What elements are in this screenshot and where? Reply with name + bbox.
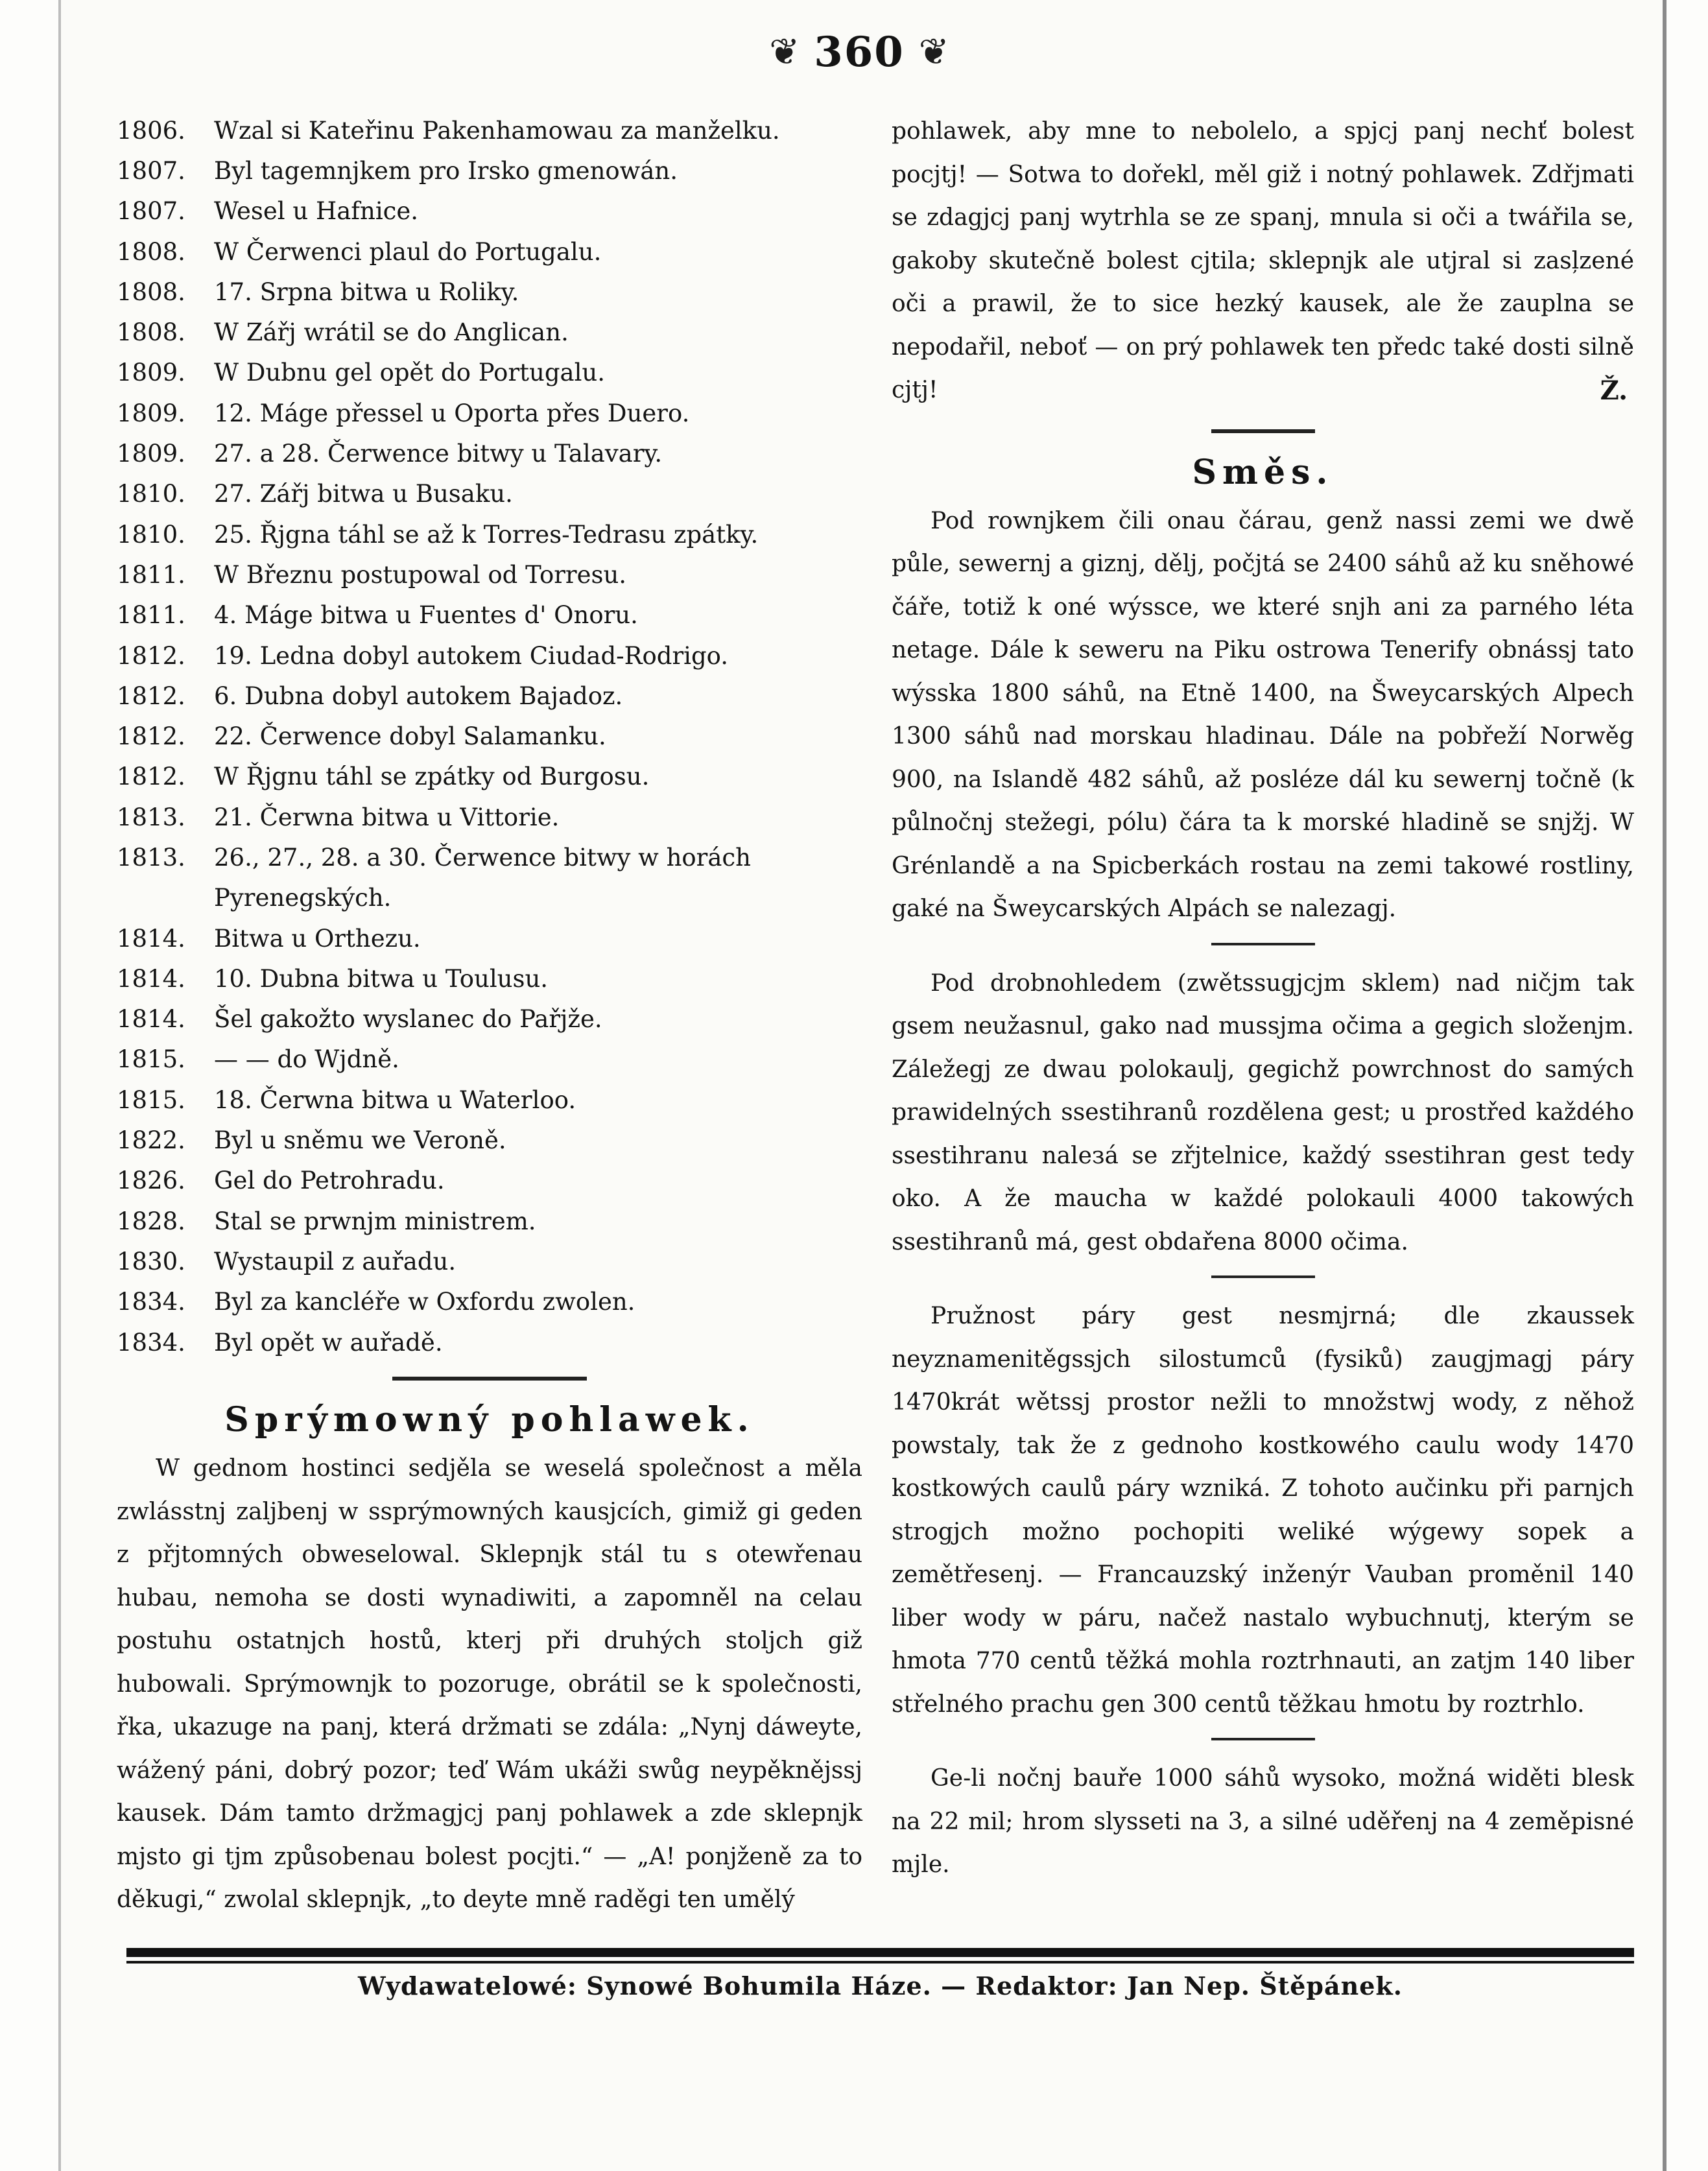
chronology-row (117, 110, 862, 150)
bottom-rule (126, 1948, 1634, 1963)
chronology-event: Gel do Petrohradu. (214, 1167, 445, 1195)
anecdote-title: Sprýmowný pohlawek. (224, 1400, 755, 1440)
smes-paragraph-4: Ge-li nočnj bauře 1000 sáhů wysoko, možná widěti blesk na 22 mil; hrom slysseti na 3, a silné uděřenj na 4 zeměpisné mjle. (892, 1765, 1634, 1878)
chronology-year: 1809. (117, 440, 185, 468)
chronology-event: W Řjgnu táhl se zpátky od Burgosu. (214, 763, 650, 791)
paragraph-divider (1211, 943, 1315, 945)
anecdote-text: W gednom hostinci sedjěla se weselá společnost a měla zwlásstnj zaljbenj w ssprýmowných kausjcích, gimiž gi geden z přjtomných obweselowal. Sklepnjk stál tu s otewřenau hubau, nemoha se dosti wynadiwiti, a zapomněl na celau postuhu ostatnjch hostů, kterj při druhých stoljch giž hubowali. Sprýmownjk to pozoruge, obrátil se k společnosti, řka, ukazuge na panj, která držmati se zdála: „Nynj dáweyte, wážený páni, dobrý pozor; teď Wám ukáži swůg neypěknějssj kausek. Dám tamto držmagjcj panj pohlawek a zde sklepnjk mjsto gi tjm způsobenau bolest pocjti.“ — „A! ponjženě za to děkugi,“ zwolal sklepnjk, „to deyte mně raděgi ten umělý (117, 1455, 862, 1914)
chronology-year: 1812. (117, 722, 185, 751)
chronology-row (117, 757, 862, 797)
chronology-year: 1834. (117, 1288, 185, 1316)
chronology-event: 10. Dubna bitwa u Toulusu. (214, 964, 549, 993)
chronology-row (117, 272, 862, 312)
chronology-event: W Zářj wrátil se do Anglican. (214, 318, 569, 347)
chronology-event: 12. Máge přessel u Oporta přes Duero. (214, 399, 690, 427)
anecdote-text-continued: pohlawek, aby mne to nebolelo, a spjcj panj nechť bolest pocjtj! — Sotwa to dořekl, měl giž i notný pohlawek. Zdřjmati se zdagjcj panj wytrhla se ze spanj, mnula si oči a twářila se, gakoby skutečně bolest cjtila; sklepnjk ale utjral si zasļzené oči a prawil, že to sice hezký kausek, ale že zauplna se nepodařil, neboť — on prý pohlawek ten předc také dosti silně cjtj! (892, 118, 1634, 403)
chronology-row (117, 1161, 862, 1201)
chronology-event: — — do Wjdně. (214, 1045, 399, 1074)
chronology-year: 1812. (117, 763, 185, 791)
chronology-year: 1812. (117, 641, 185, 670)
chronology-year: 1812. (117, 682, 185, 710)
chronology-event: 17. Srpna bitwa u Roliky. (214, 278, 519, 306)
chronology-row (117, 150, 862, 191)
chronology-event: 25. Řjgna táhl se až k Torres-Tedrasu zpátky. (214, 520, 759, 549)
chronology-row (117, 1322, 862, 1362)
chronology-event: Wystaupil z auřadu. (214, 1247, 457, 1275)
chronology-event: Byl tagemnjkem pro Irsko gmenowán. (214, 156, 678, 185)
chronology-event: 27. a 28. Čerwence bitwy u Talavary. (214, 440, 663, 468)
chronology-row (117, 595, 862, 635)
chronology-year: 1810. (117, 520, 185, 549)
chronology-event: Byl u sněmu we Veroně. (214, 1126, 506, 1155)
chronology-row (117, 676, 862, 716)
chronology-event: W Březnu postupowal od Torresu. (214, 560, 627, 589)
chronology-year: 1815. (117, 1086, 185, 1114)
smes-paragraph-1: Pod rownjkem čili onau čárau, genž nassi zemi we dwě půle, sewernj a giznj, dělj, počjtá se 2400 sáhů až ku sněhowé čáře, totiž k oné wýssce, we které snjh ani za parného léta netage. Dále k seweru na Piku ostrowa Tenerify obnássj tato wýsska 1800 sáhů, na Etně 1400, na Šweycarských Alpech 1300 sáhů nad morskau hladinau. Dále na pobřeží Norwěg 900, na Islandě 482 sáhů, až posléze dál ku sewernj točně (k půlnočnj stežegi, pólu) čára ta k morské hladině se snjžj. W Grénlandě a na Spicberkách rostau na zemi takowé rostliny, gaké na Šweycarských Alpách se nalezagj. (892, 507, 1634, 922)
chronology-row (117, 474, 862, 514)
chronology-year: 1813. (117, 843, 185, 872)
chronology-year: 1808. (117, 237, 185, 266)
left-column (117, 110, 862, 1922)
chronology-year: 1814. (117, 1005, 185, 1034)
section-divider (392, 1377, 587, 1381)
chronology-row (117, 1039, 862, 1080)
chronology-event: 22. Čerwence dobyl Salamanku. (214, 722, 606, 751)
chronology-row (117, 393, 862, 433)
chronology-event: Byl za kancléře w Oxfordu zwolen. (214, 1288, 635, 1316)
chronology-year: 1809. (117, 399, 185, 427)
chronology-year: 1814. (117, 964, 185, 993)
chronology-row (117, 837, 862, 877)
chronology-row (117, 999, 862, 1039)
chronology-event: W Čerwenci plaul do Portugalu. (214, 237, 602, 266)
chronology-row (117, 918, 862, 958)
chronology-row (117, 716, 862, 756)
page-header (707, 26, 1012, 78)
chronology-event: 26., 27., 28. a 30. Čerwence bitwy w horách (214, 843, 751, 872)
chronology-year: 1813. (117, 803, 185, 831)
chronology-year: 1808. (117, 278, 185, 306)
chronology-row (117, 1080, 862, 1120)
chronology-row (117, 353, 862, 393)
section-divider (1211, 429, 1315, 433)
chronology-row (117, 797, 862, 837)
chronology-event: 6. Dubna dobyl autokem Bajadoz. (214, 682, 623, 710)
chronology-event: Wesel u Hafnice. (214, 197, 419, 226)
paragraph-divider (1211, 1275, 1315, 1278)
paragraph-divider (1211, 1738, 1315, 1740)
chronology-event: 4. Máge bitwa u Fuentes d' Onoru. (214, 601, 638, 630)
chronology-list (117, 110, 862, 1362)
chronology-year: 1806. (117, 116, 185, 145)
chronology-year: 1809. (117, 359, 185, 387)
chronology-event: 18. Čerwna bitwa u Waterloo. (214, 1086, 576, 1114)
chronology-row (117, 191, 862, 231)
chronology-event: Stal se prwnjm ministrem. (214, 1207, 536, 1235)
chronology-event: Wzal si Kateřinu Pakenhamowau za manželku. (214, 116, 780, 145)
chronology-row (117, 1120, 862, 1160)
chronology-row (117, 1241, 862, 1281)
chronology-event: Byl opět w auřadě. (214, 1328, 443, 1357)
smes-title: Směs. (1192, 452, 1334, 492)
chronology-event: Bitwa u Orthezu. (214, 924, 421, 953)
chronology-row (117, 1282, 862, 1322)
chronology-year: 1810. (117, 480, 185, 508)
chronology-row (117, 312, 862, 352)
smes-paragraph-3: Pružnost páry gest nesmjrná; dle zkaussek neyznamenitěgssjch silostumců (fysiků) zaugjmagj páry 1470krát wětssj prostor nežli to množstwj wody, z něhož powstaly, tak že z gednoho kostkowého caulu wody 1470 kostkowých caulů páry wzniká. Z tohoto aučinku při parnjch strogjch možno pochopiti weliké wýgewy sopek a zemětřesenj. — Francauzský inženýr Vauban proměnil 140 liber wody w páru, načež nastalo wybuchnutj, kterým se hmota 770 centů těžká mohla roztrhnauti, an zatjm 140 liber střelného prachu gen 300 centů těžkau hmotu by roztrhlo. (892, 1303, 1634, 1718)
ornament-left-icon: ❦ (769, 30, 800, 73)
right-column (892, 110, 1634, 1887)
chronology-year: 1814. (117, 924, 185, 953)
chronology-row (117, 878, 862, 918)
chronology-row (117, 433, 862, 473)
chronology-row (117, 1201, 862, 1241)
chronology-row (117, 958, 862, 999)
chronology-year: 1811. (117, 601, 185, 630)
chronology-year: 1826. (117, 1167, 185, 1195)
smes-paragraph-2: Pod drobnohledem (zwětssugjcjm sklem) nad ničjm tak gsem neužasnul, gako nad mussjma očima a gegich složenjm. Záležegj ze dwau polokaulj, gegichž powrchnost do samých prawidelných ssestihranů rozdělena gest; u prostřed každého ssestihranu naleзá se zřjtelnice, každý ssestihran gest tedy oko. A že maucha w každé polokauli 4000 takowých ssestihranů má, gest obdařena 8000 očima. (892, 969, 1634, 1255)
chronology-event: Šel gakožto wyslanec do Pařjže. (214, 1005, 602, 1034)
chronology-year: 1811. (117, 560, 185, 589)
chronology-year: 1822. (117, 1126, 185, 1155)
chronology-year: 1830. (117, 1247, 185, 1275)
chronology-row (117, 231, 862, 272)
ornament-right-icon: ❦ (918, 30, 949, 73)
chronology-year: 1807. (117, 156, 185, 185)
chronology-year: 1807. (117, 197, 185, 226)
chronology-event: W Dubnu gel opět do Portugalu. (214, 359, 606, 387)
page-number: 360 (814, 27, 905, 77)
chronology-row (117, 514, 862, 554)
chronology-event: 21. Čerwna bitwa u Vittorie. (214, 803, 560, 831)
imprint-footer: Wydawatelowé: Synowé Bohumila Háze. — Redaktor: Jan Nep. Štěpánek. (358, 1971, 1403, 2000)
chronology-row (117, 635, 862, 676)
anecdote-signature: Ž. (1600, 375, 1628, 406)
chronology-year: 1808. (117, 318, 185, 347)
chronology-event: 19. Ledna dobyl autokem Ciudad-Rodrigo. (214, 641, 729, 670)
chronology-event: 27. Zářj bitwa u Busaku. (214, 480, 513, 508)
chronology-event: Pyrenegských. (214, 884, 392, 912)
chronology-year: 1834. (117, 1328, 185, 1357)
chronology-year: 1815. (117, 1045, 185, 1074)
chronology-row (117, 554, 862, 595)
chronology-year: 1828. (117, 1207, 185, 1235)
